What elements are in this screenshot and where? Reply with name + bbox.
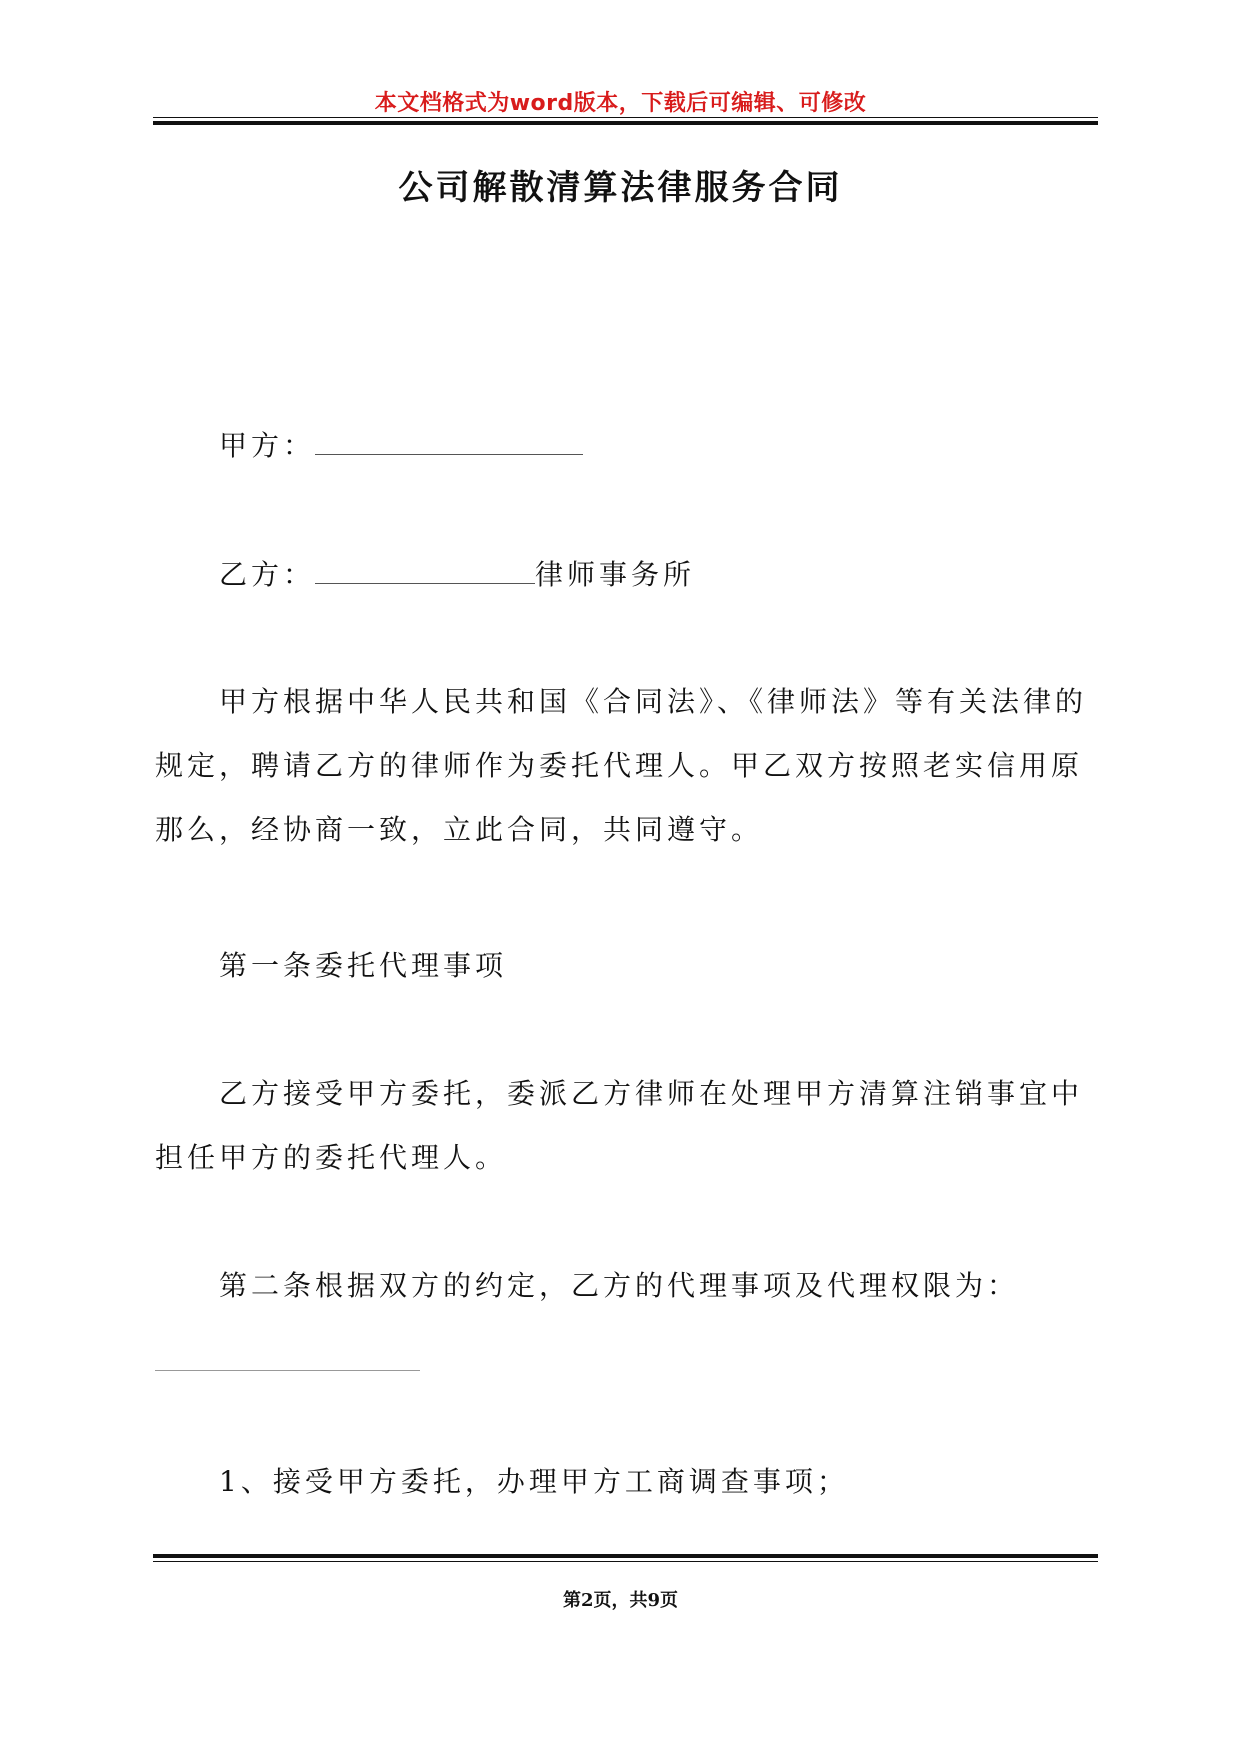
article-1-body: 乙方接受甲方委托，委派乙方律师在处理甲方清算注销事宜中担任甲方的委托代理人。 <box>155 1077 1084 1174</box>
footer-rule-thin <box>153 1561 1098 1562</box>
party-b-suffix: 律师事务所 <box>535 558 696 591</box>
preamble-paragraph: 甲方根据中华人民共和国《合同法》、《律师法》等有关法律的规定，聘请乙方的律师作为委托代理人。甲乙双方按照老实信用原那么，经协商一致，立此合同，共同遵守。 <box>155 685 1088 846</box>
party-b-label: 乙方： <box>219 558 316 591</box>
header-note: 本文档格式为word版本，下载后可编辑、可修改 <box>374 91 867 116</box>
document-title: 公司解散清算法律服务合同 <box>398 168 843 208</box>
party-a-blank[interactable] <box>315 436 583 455</box>
header-rule-thin <box>153 117 1098 118</box>
party-a-line <box>219 424 583 464</box>
article-1-heading: 第一条委托代理事项 <box>219 949 508 982</box>
article-2-item-1: 1、接受甲方委托，办理甲方工商调查事项； <box>219 1465 849 1498</box>
party-a-label: 甲方： <box>219 429 316 462</box>
article-2-heading: 第二条根据双方的约定，乙方的代理事项及代理权限为： <box>219 1269 1020 1302</box>
page-number: 第2页，共9页 <box>562 1590 679 1611</box>
article-2-blank-rule <box>155 1370 420 1371</box>
footer-rule-thick <box>153 1554 1098 1558</box>
header-rule-thick <box>153 121 1098 125</box>
party-b-blank[interactable] <box>315 565 535 584</box>
party-b-line <box>219 553 695 593</box>
